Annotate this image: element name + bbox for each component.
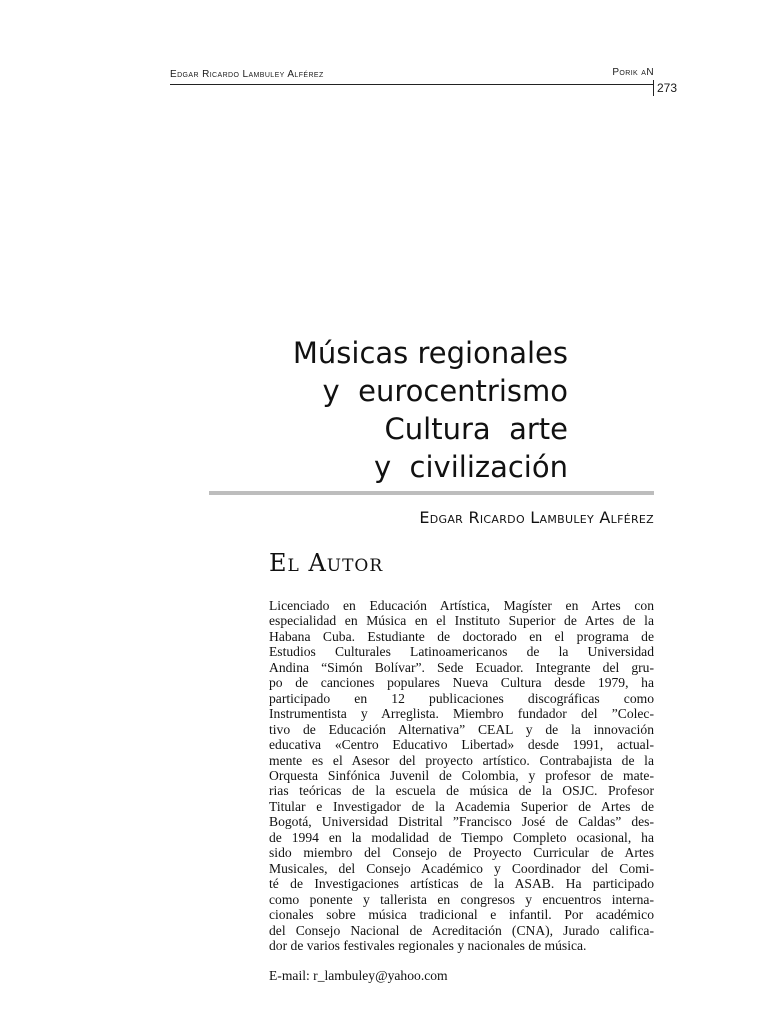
bio-line: Licenciado en Educación Artística, Magíster en Artes con [269, 598, 654, 613]
bio-line: participado en 12 publicaciones discográficas como [269, 690, 654, 706]
journal-name: Porik aN [612, 67, 654, 78]
title-line: Músicas regionales [292, 336, 568, 370]
bio-line: Orquesta Sinfónica Juvenil de Colombia, y profesor de mate- [269, 767, 654, 783]
title-line: y eurocentrismo [322, 374, 568, 408]
bio-line: dor de varios festivales regionales y nacionales de música. [269, 937, 587, 953]
header-rule [170, 84, 654, 85]
title-line: y civilización [373, 450, 568, 484]
bio-line: Instrumentista y Arreglista. Miembro fundador del ”Colec- [269, 706, 654, 722]
bio-line: tivo de Educación Alternativa” CEAL y de la innovación [269, 721, 654, 737]
bio-line: Estudios Culturales Latinoamericanos de la Universidad [269, 644, 654, 660]
bio-line: sido miembro del Consejo de Proyecto Curricular de Artes [269, 845, 654, 861]
title-line: Cultura arte [384, 412, 568, 446]
bio-line: rias teóricas de la escuela de música de la OSJC. Profesor [269, 783, 654, 799]
bio-line: especialidad en Música en el Instituto Superior de Artes de la [269, 613, 654, 629]
page-number-tick [653, 80, 654, 96]
bio-line: Andina “Simón Bolívar”. Sede Ecuador. Integrante del gru- [269, 659, 654, 675]
author-email[interactable]: E-mail: r_lambuley@yahoo.com [269, 968, 448, 983]
running-head: Edgar Ricardo Lambuley Alférez [170, 69, 324, 80]
page-number: 273 [657, 81, 678, 95]
section-heading: El Autor [269, 549, 384, 577]
bio-line: como ponente y tallerista en congresos y encuentros interna- [269, 891, 654, 907]
bio-line: educativa «Centro Educativo Libertad» desde 1991, actual- [269, 737, 654, 753]
author-byline: Edgar Ricardo Lambuley Alférez [419, 508, 654, 527]
bio-line: mente es el Asesor del proyecto artístico. Contrabajista de la [269, 752, 654, 768]
bio-line: del Consejo Nacional de Acreditación (CNA), Jurado califica- [269, 922, 654, 938]
bio-line: de 1994 en la modalidad de Tiempo Completo ocasional, ha [269, 829, 654, 845]
bio-line: Titular e Investigador de la Academia Superior de Artes de [269, 798, 654, 814]
title-divider [209, 491, 654, 495]
author-bio [269, 598, 654, 953]
bio-line: Bogotá, Universidad Distrital ”Francisco José de Caldas” des- [269, 814, 654, 830]
bio-line: po de canciones populares Nueva Cultura desde 1979, ha [269, 675, 654, 691]
bio-line: té de Investigaciones artísticas de la ASAB. Ha participado [269, 876, 654, 892]
bio-line: cionales sobre música tradicional e infantil. Por académico [269, 907, 654, 923]
bio-line: Musicales, del Consejo Académico y Coordinador del Comi- [269, 860, 654, 876]
bio-line: Habana Cuba. Estudiante de doctorado en el programa de [269, 628, 654, 644]
article-title [293, 334, 568, 486]
